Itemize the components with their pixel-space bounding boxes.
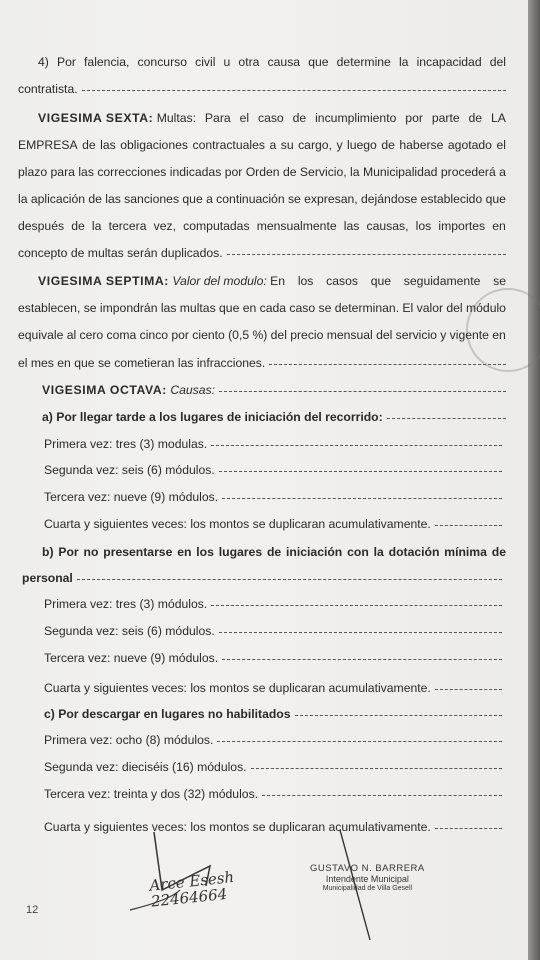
- word: presentarse: [103, 545, 173, 559]
- text-line: contratista.: [18, 82, 506, 97]
- word: sanciones: [124, 192, 180, 206]
- subsection-heading: c) Por descargar en lugares no habilitados: [44, 707, 502, 722]
- word: a: [499, 165, 506, 179]
- word: el: [239, 111, 250, 125]
- word: a: [206, 192, 213, 206]
- clause-heading-line: VIGESIMA OCTAVA: Causas:: [42, 383, 506, 398]
- word: después: [18, 219, 65, 233]
- word: se: [493, 274, 506, 288]
- word: por: [171, 328, 189, 342]
- word: mensualmente: [256, 219, 337, 233]
- list-item: Primera vez: ocho (8) módulos.: [44, 733, 502, 748]
- word: las: [100, 138, 116, 152]
- word: del: [376, 328, 393, 342]
- word: establecido: [420, 192, 483, 206]
- word: los: [297, 274, 314, 288]
- word: civil: [195, 55, 216, 69]
- word: la: [373, 545, 384, 559]
- word: por: [405, 111, 423, 125]
- word: los: [415, 219, 432, 233]
- word: en: [177, 545, 192, 559]
- word: En: [270, 274, 286, 288]
- signature-block: GUSTAVO N. BARRERA Intendente Municipal Municipalidad de Villa Gesell: [310, 863, 425, 892]
- word: concurso: [137, 55, 187, 69]
- word: aplicación: [30, 192, 86, 206]
- word: por: [224, 165, 243, 179]
- word: equivale: [18, 328, 64, 342]
- text-line: [38, 55, 506, 70]
- word: El: [402, 301, 414, 315]
- word: falencia,: [84, 55, 130, 69]
- list-item: Tercera vez: nueve (9) módulos.: [44, 651, 502, 666]
- word: vez,: [153, 219, 176, 233]
- word: de: [491, 545, 506, 559]
- word: para: [50, 165, 75, 179]
- word: en: [492, 328, 506, 342]
- word: impondrán: [99, 301, 158, 315]
- word: se: [287, 192, 301, 206]
- word: agotado: [447, 138, 492, 152]
- word: Servicio,: [299, 165, 347, 179]
- word: se: [318, 301, 332, 315]
- page-edge: [528, 0, 540, 960]
- word: LA: [490, 111, 506, 125]
- word: multas: [179, 301, 216, 315]
- word: la: [350, 165, 360, 179]
- word: dotación: [388, 545, 440, 559]
- word: Orden: [245, 165, 280, 179]
- word: al: [66, 328, 77, 342]
- word: lugares: [218, 545, 263, 559]
- clause-heading-line: [38, 111, 506, 126]
- word: computadas: [183, 219, 250, 233]
- word: vigente: [449, 328, 489, 342]
- word: b): [42, 545, 54, 559]
- word: cinco: [139, 328, 169, 342]
- word: Municipalidad: [362, 165, 438, 179]
- clause-title: VIGESIMA SEPTIMA:: [38, 274, 169, 288]
- word: cargo,: [298, 138, 332, 152]
- word: que: [308, 55, 329, 69]
- word: los: [196, 545, 214, 559]
- word: procederá: [440, 165, 496, 179]
- list-item: Primera vez: tres (3) modulas.: [44, 437, 502, 452]
- text-line: [18, 192, 506, 207]
- word: en: [492, 219, 506, 233]
- text-line: concepto de multas serán duplicados.: [18, 246, 506, 261]
- subsection-heading: a) Por llegar tarde a los lugares de iniciación del recorrido:: [42, 410, 506, 425]
- list-item: Segunda vez: seis (6) módulos.: [44, 624, 502, 639]
- word: de: [468, 111, 483, 125]
- word: precio: [290, 328, 324, 342]
- text-line: [18, 219, 506, 234]
- word: correcciones: [97, 165, 167, 179]
- word: las: [78, 165, 94, 179]
- word: haberse: [399, 138, 444, 152]
- list-item: Tercera vez: treinta y dos (32) módulos.: [44, 787, 502, 802]
- word: 4): [38, 55, 49, 69]
- word: las: [343, 219, 360, 233]
- clause-title: VIGESIMA SEXTA:: [38, 111, 154, 125]
- word: expresan,: [304, 192, 358, 206]
- list-item: Cuarta y siguientes veces: los montos se duplicaran acumulativamente.: [44, 820, 502, 835]
- word: caso: [289, 301, 316, 315]
- word: su: [280, 138, 294, 152]
- word: se: [83, 301, 97, 315]
- word: y: [336, 138, 343, 152]
- word: Para: [204, 111, 231, 125]
- word: cada: [259, 301, 287, 315]
- word: caso: [257, 111, 284, 125]
- word: de: [282, 165, 297, 179]
- word: las: [105, 192, 121, 206]
- word: establecen,: [18, 301, 81, 315]
- word: seguidamente: [403, 274, 481, 288]
- word: importes: [438, 219, 486, 233]
- word: de: [88, 192, 102, 206]
- text-line: [18, 138, 506, 153]
- word: de: [381, 138, 395, 152]
- word: mínima: [444, 545, 487, 559]
- word: que: [219, 301, 240, 315]
- word: módulo: [465, 301, 506, 315]
- word: u: [223, 55, 231, 69]
- word: luego: [347, 138, 377, 152]
- word: indicadas: [169, 165, 222, 179]
- handwritten-note: Arce Esesh 22464664: [148, 867, 235, 911]
- text-line: [18, 301, 506, 316]
- word: coma: [106, 328, 137, 342]
- list-item: Segunda vez: dieciséis (16) módulos.: [44, 760, 502, 775]
- word: contractuales: [192, 138, 265, 152]
- word: continuación: [216, 192, 285, 206]
- page-number: 12: [26, 904, 39, 916]
- word: tercera: [108, 219, 147, 233]
- word: y: [440, 328, 447, 342]
- word: de: [82, 138, 96, 152]
- subsection-heading: personal: [22, 571, 502, 586]
- word: la: [91, 219, 102, 233]
- word: EMPRESA: [18, 138, 78, 152]
- word: causas,: [366, 219, 409, 233]
- word: %): [252, 328, 268, 342]
- word: del: [489, 55, 506, 69]
- word: determine: [336, 55, 391, 69]
- word: cero: [79, 328, 104, 342]
- clause-title: VIGESIMA OCTAVA:: [42, 383, 167, 397]
- word: iniciación: [286, 545, 343, 559]
- word: las: [160, 301, 177, 315]
- word: no: [83, 545, 99, 559]
- word: Multas:: [156, 111, 196, 125]
- word: Por: [58, 545, 79, 559]
- word: mensual: [326, 328, 373, 342]
- list-item: Tercera vez: nueve (9) módulos.: [44, 490, 502, 505]
- word: otra: [238, 55, 260, 69]
- word: ciento: [192, 328, 225, 342]
- word: (0,5: [228, 328, 250, 342]
- word: la: [18, 192, 28, 206]
- word: de: [292, 111, 307, 125]
- word: que: [370, 274, 392, 288]
- list-item: Cuarta y siguientes veces: los montos se duplicaran acumulativamente.: [44, 517, 502, 532]
- word: la: [398, 55, 409, 69]
- list-item: Cuarta y siguientes veces: los montos se duplicaran acumulativamente.: [44, 681, 502, 696]
- word: dejándose: [361, 192, 418, 206]
- word: de: [266, 545, 282, 559]
- word: Por: [56, 55, 76, 69]
- word: incumplimiento: [315, 111, 397, 125]
- word: a: [269, 138, 277, 152]
- word: plazo: [18, 165, 48, 179]
- word: de: [71, 219, 85, 233]
- clause-heading-line: VIGESIMA SEPTIMA: Valor del modulo: En los casos que seguidamente se: [38, 274, 506, 288]
- text-line: [18, 165, 506, 180]
- word: causa: [267, 55, 301, 69]
- word: determinan.: [334, 301, 400, 315]
- word: del: [270, 328, 287, 342]
- word: que: [485, 192, 506, 206]
- word: que: [182, 192, 203, 206]
- word: con: [347, 545, 369, 559]
- word: en: [242, 301, 257, 315]
- word: casos: [326, 274, 358, 288]
- subsection-heading: [42, 545, 506, 560]
- word: incapacidad: [416, 55, 482, 69]
- text-line: el mes en que se cometieran las infracciones.: [18, 356, 506, 371]
- list-item: Primera vez: tres (3) módulos.: [44, 597, 502, 612]
- word: obligaciones: [120, 138, 188, 152]
- list-item: Segunda vez: seis (6) módulos.: [44, 463, 502, 478]
- word: valor: [416, 301, 444, 315]
- word: del: [446, 301, 463, 315]
- text-line: [18, 328, 506, 343]
- word: parte: [431, 111, 460, 125]
- word: el: [496, 138, 506, 152]
- word: servicio: [395, 328, 437, 342]
